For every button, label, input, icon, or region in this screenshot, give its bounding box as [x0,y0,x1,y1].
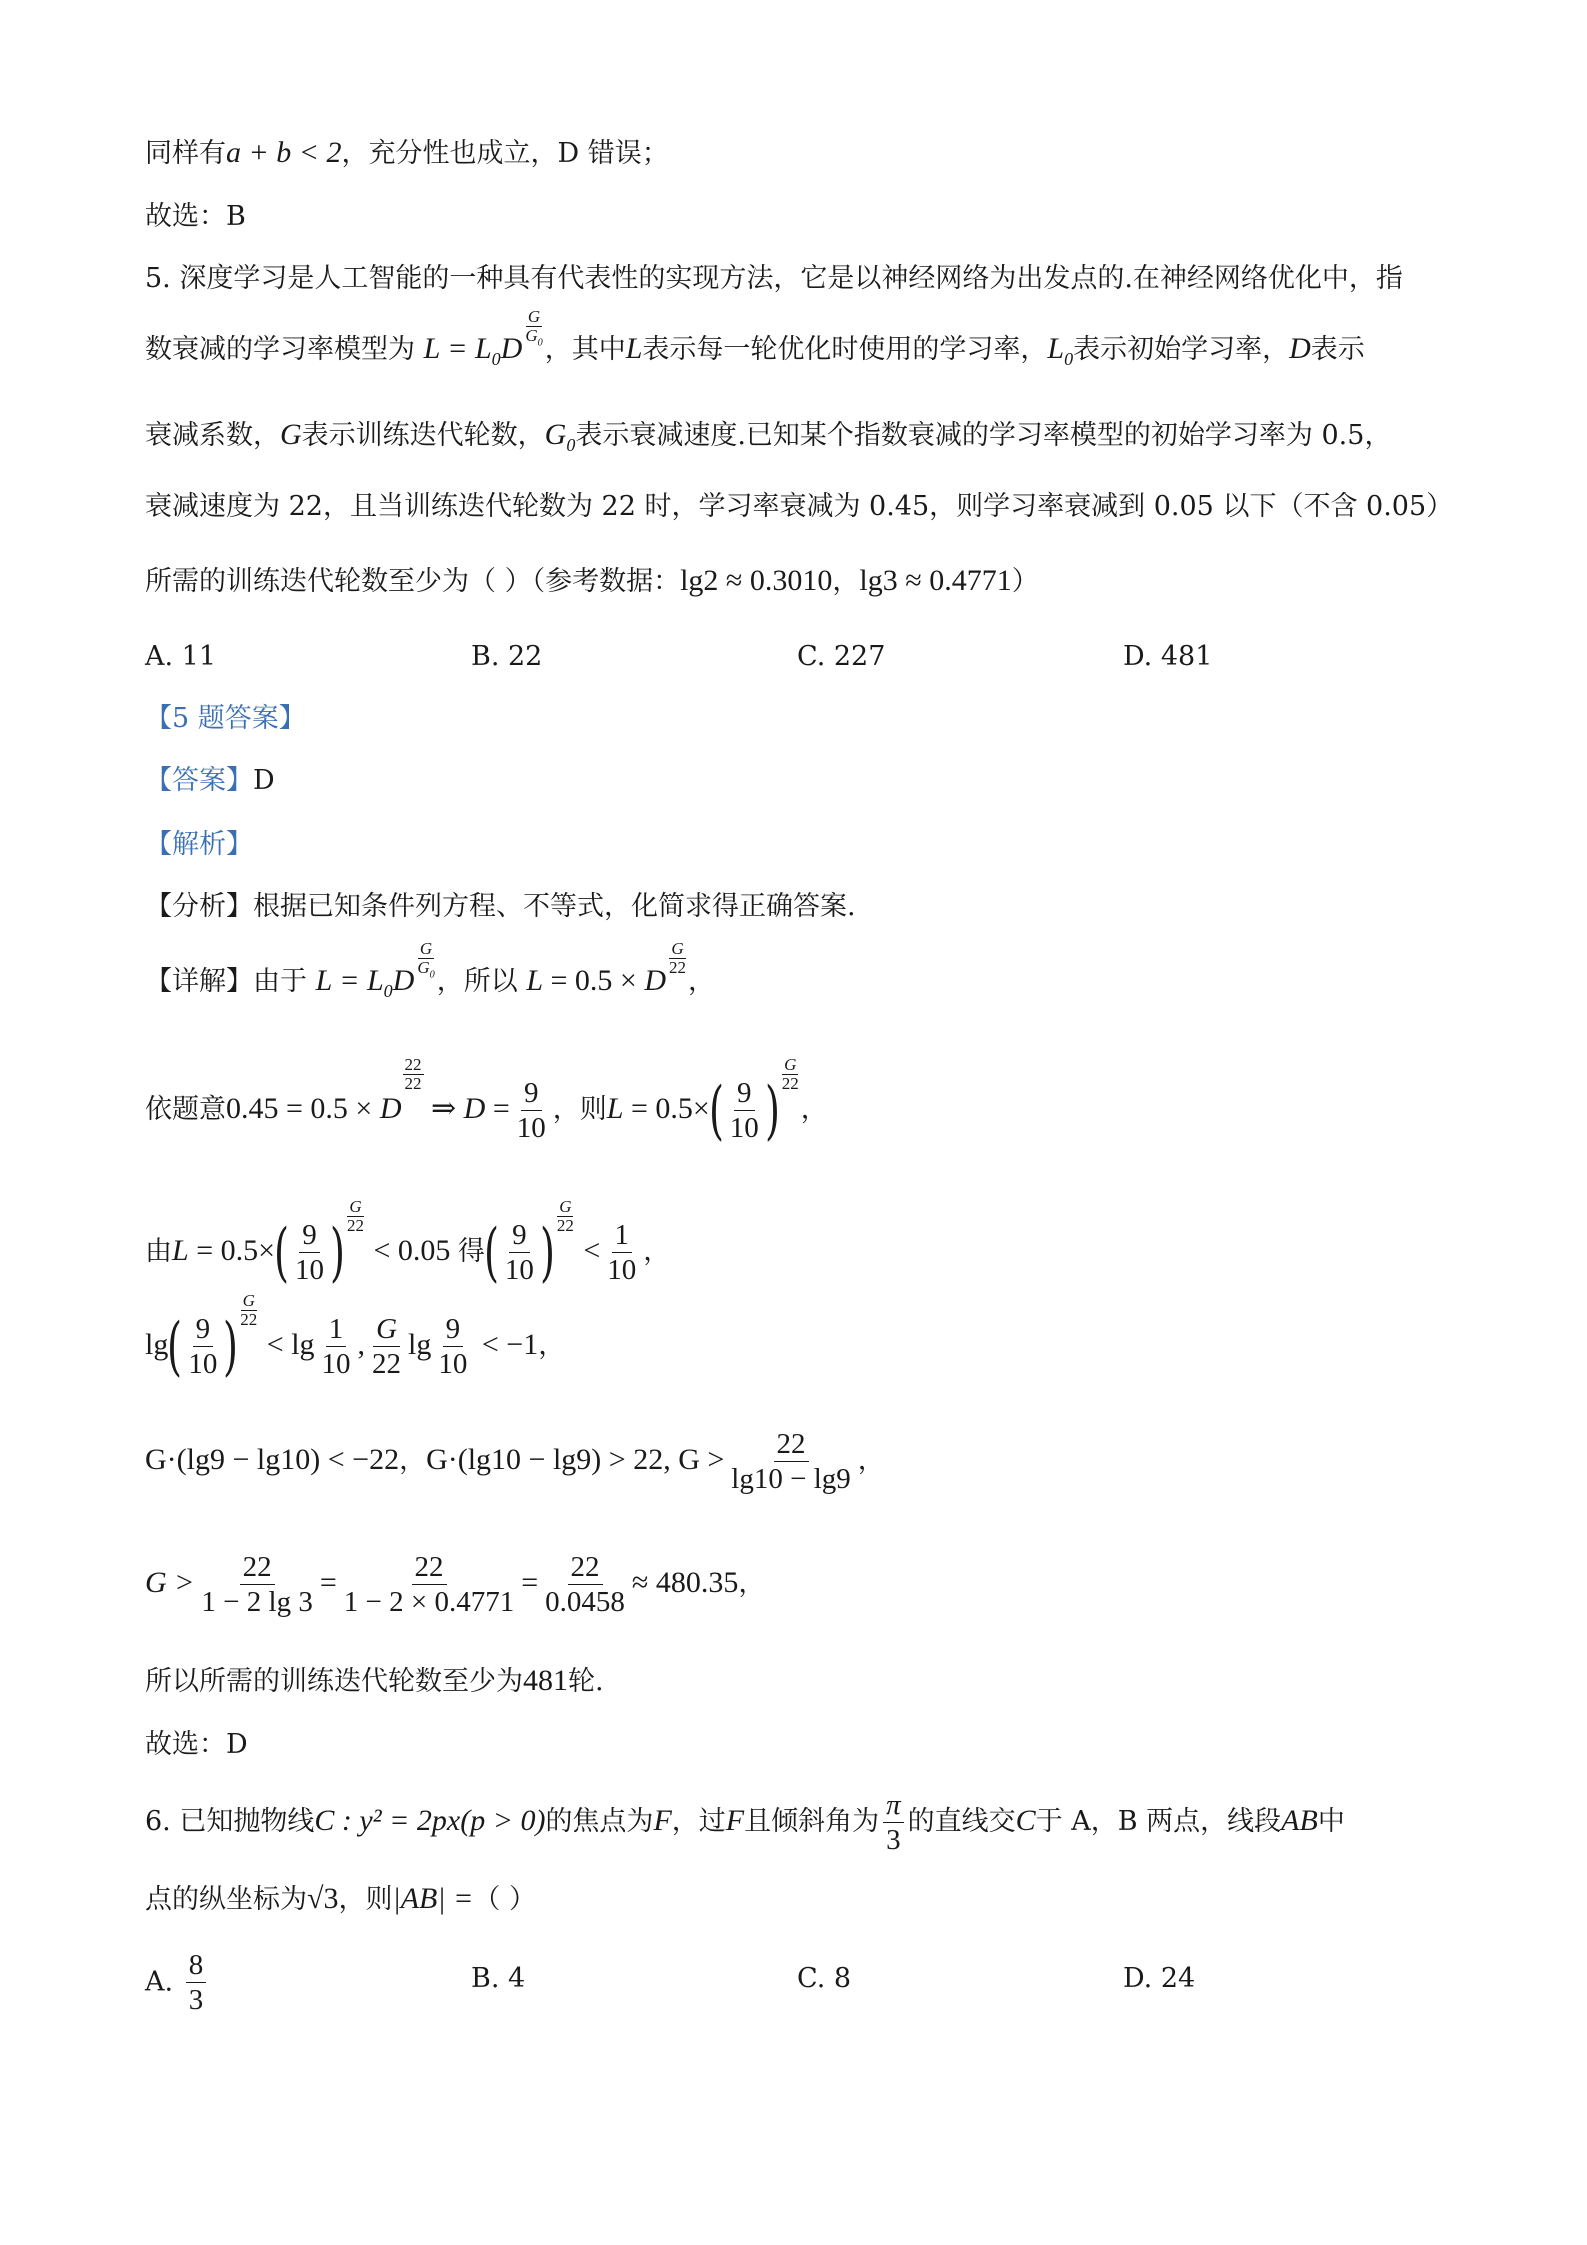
exponent-G-over-22: $\frac{G}{22}$ [346,1197,364,1235]
exponent-G-over-22: $\frac{G}{22}$ [556,1197,574,1235]
equals: = [521,1566,539,1599]
text: 所需的训练迭代轮数至少为（ ）（参考数据： [145,566,681,597]
exponent-G-over-22: $\frac{G}{22}$ [669,939,687,977]
text: 中 [1317,1806,1345,1837]
text: 由 [145,1236,172,1267]
text: 表示 [1310,334,1365,365]
var-F: F [653,1804,672,1837]
text: 于 A，B 两点，线段 [1035,1806,1282,1837]
conclusion-line [145,1662,1465,1701]
text: 【详解】由于 [145,966,307,997]
q5-line5 [145,562,1465,601]
text: 表示训练迭代轮数， [301,420,545,451]
fraction-8-3: $\frac{8}{3}$ [186,1950,207,2016]
text: 衰减系数， [145,420,280,451]
text: ， [643,1236,671,1267]
q5-choice-b[interactable]: B. 22 [471,641,543,672]
fraction-9-10: $\frac{9}{10}$ [438,1312,468,1380]
text: ，则 [338,1884,393,1915]
text: 表示每一轮优化时使用的学习率， [642,334,1048,365]
formula-lt-neg1: < −1 [474,1328,539,1361]
fraction-9-10: $\frac{9}{10}$ [729,1076,759,1144]
left-paren: ( [483,1215,499,1290]
q5-line3 [145,416,1465,455]
formula-L-05-D: L = 0.5 × D [526,964,667,997]
right-paren: ) [764,1073,780,1148]
formula-G-gt: G > [145,1566,195,1599]
formula-lt-005: < 0.05 [365,1234,458,1267]
q6-line2 [145,1880,1465,1919]
formula-lt-lg: < lg [259,1328,315,1361]
text: ，充分性也成立，D 错误； [341,138,669,169]
q6-choice-d[interactable]: D. 24 [1123,1963,1196,1994]
exponent-G-over-22: $\frac{G}{22}$ [240,1291,258,1329]
formula-L-L0-D: $L = L_0D$ [423,332,523,369]
text: 所以所需的训练迭代轮数至少为 [145,1666,523,1697]
text: ， [800,1094,828,1125]
ref-lg2: lg2 ≈ 0.3010 [680,564,833,597]
formula-L-L0-D: $L = L_0D$ [315,964,415,1001]
sqrt3: √3 [307,1882,339,1915]
exponent-22-over-22: $\frac{22}{22}$ [404,1055,422,1093]
fraction-22-over-1-2lg3: $\frac{22}{1 - 2 \lg 3}$ [201,1550,313,1618]
q5-line2 [145,307,1465,369]
exponent-G-over-22: $\frac{G}{22}$ [781,1055,799,1093]
fraction-22-over-00458: $\frac{22}{0.0458}$ [545,1550,625,1618]
q5-line4: 衰减速度为 22，且当训练迭代轮数为 22 时，学习率衰减为 0.45，则学习率衰减到 0.05 以下（不含 0.05） [145,491,1454,522]
step5-line [145,1420,1465,1500]
left-paren: ( [708,1073,724,1148]
text: 依题意 [145,1094,226,1125]
q5-choice-a[interactable]: A. 11 [145,641,217,672]
answer-value: D [253,765,275,796]
q5-line1: 5. 深度学习是人工智能的一种具有代表性的实现方法，它是以神经网络为出发点的.在神经网络优化中，指 [145,263,1403,294]
text: 6. 已知抛物线 [145,1806,315,1837]
abs-AB: |AB| = [392,1882,474,1915]
step6-line [145,1538,1465,1628]
text: ，其中 [544,334,626,365]
formula-implies-D: ⇒ D = [423,1092,510,1125]
text: 点的纵坐标为 [145,1884,307,1915]
text: ，则 [552,1094,607,1125]
q6-choice-b[interactable]: B. 4 [471,1963,526,1994]
var-G: G [280,418,302,451]
number: 481 [523,1664,568,1697]
formula-lg: lg [145,1328,169,1361]
exponent-G-over-G0: $\frac{G}{G_0}$ [417,939,435,981]
text: ，所以 [436,966,518,997]
text: ， [538,1330,566,1361]
math-inline: a + b < 2 [226,136,342,169]
text: 表示初始学习率， [1073,334,1290,365]
var-C: C [1015,1804,1036,1837]
text: ， [832,566,860,597]
var-L0: $L_0$ [1047,332,1074,369]
answer-header: 【5 题答案】 [145,703,306,734]
text: 得 [457,1236,485,1267]
text: ， [399,1445,427,1476]
formula-inequality-1: G·(lg9 − lg10) < −22 [145,1443,400,1476]
fraction-1-10: $\frac{1}{10}$ [607,1218,637,1286]
step4-line [145,1291,1465,1390]
text: 数衰减的学习率模型为 [145,334,415,365]
choice-label: A. [145,1966,174,1998]
right-paren: ) [329,1215,345,1290]
exponent-G-over-G0: $\frac{G}{G_0}$ [525,307,543,349]
formula-L-05: L = 0.5× [606,1092,710,1125]
step3-line [145,1197,1465,1296]
formula-045: 0.45 = 0.5 × D [226,1092,402,1125]
fraction-G-22: $\frac{G}{22}$ [372,1312,402,1380]
q6-choice-a[interactable] [145,1950,210,2016]
fraction-22-over-1-2x04771: $\frac{22}{1 - 2 \times 0.4771}$ [343,1550,515,1618]
fraction-1-10: $\frac{1}{10}$ [321,1312,351,1380]
text: 的焦点为 [545,1806,654,1837]
answer-line [145,762,1465,800]
text: 同样有 [145,138,226,169]
text: 轮. [568,1666,604,1697]
var-L: L [625,332,643,365]
answer-tag: 【答案】 [145,765,253,796]
fraction-9-10: $\frac{9}{10}$ [188,1312,218,1380]
prev-tail-line1 [145,134,1465,173]
fraction-9-10: $\frac{9}{10}$ [295,1218,324,1286]
xiangjie-line [145,939,1465,1001]
left-paren: ( [167,1309,183,1384]
text: ， [688,966,716,997]
formula-inequality-2: G·(lg10 − lg9) > 22, G > [426,1443,725,1476]
fraction-9-10: $\frac{9}{10}$ [516,1076,546,1144]
prev-tail-line2: 故选：B [145,201,246,232]
text: 的直线交 [907,1806,1016,1837]
fraction-pi-3: $\frac{\pi}{3}$ [883,1790,904,1856]
fraction-9-10: $\frac{9}{10}$ [504,1218,534,1286]
text: 且倾斜角为 [744,1806,880,1837]
text: 表示衰减速度.已知某个指数衰减的学习率模型的初始学习率为 0.5， [575,420,1392,451]
formula-L-05: L = 0.5× [172,1234,276,1267]
var-D: D [1289,332,1311,365]
ref-lg3: lg3 ≈ 0.4771 [859,564,1012,597]
formula-lg: lg [408,1328,432,1361]
formula-lt: < [575,1234,601,1267]
fenxi-line: 【分析】根据已知条件列方程、不等式，化简求得正确答案. [145,891,856,922]
comma: , [357,1328,366,1361]
analysis-tag: 【解析】 [145,829,253,860]
text: ） [1011,566,1039,597]
q5-choice-c[interactable]: C. 227 [797,641,886,672]
q5-choice-d[interactable]: D. 481 [1123,641,1213,672]
q6-line1 [145,1786,1465,1856]
text: （ ） [473,1884,536,1915]
equals: = [319,1566,337,1599]
q6-choice-c[interactable]: C. 8 [797,1963,852,1994]
text: ，过 [671,1806,726,1837]
formula-parabola: C : y² = 2px(p > 0) [314,1804,546,1837]
text: ， [738,1568,766,1599]
text: ， [857,1445,885,1476]
fraction-22-over-lg: $\frac{22}{\lg 10 - \lg 9}$ [731,1427,851,1495]
approx-value: ≈ 480.35 [631,1566,739,1599]
var-AB: AB [1281,1804,1318,1837]
var-G0: $G_0$ [544,418,576,455]
var-F: F [725,1804,745,1837]
step2-line [145,1055,1465,1154]
left-paren: ( [274,1215,290,1290]
right-paren: ) [223,1309,239,1384]
choose-line: 故选：D [145,1729,248,1760]
right-paren: ) [539,1215,555,1290]
